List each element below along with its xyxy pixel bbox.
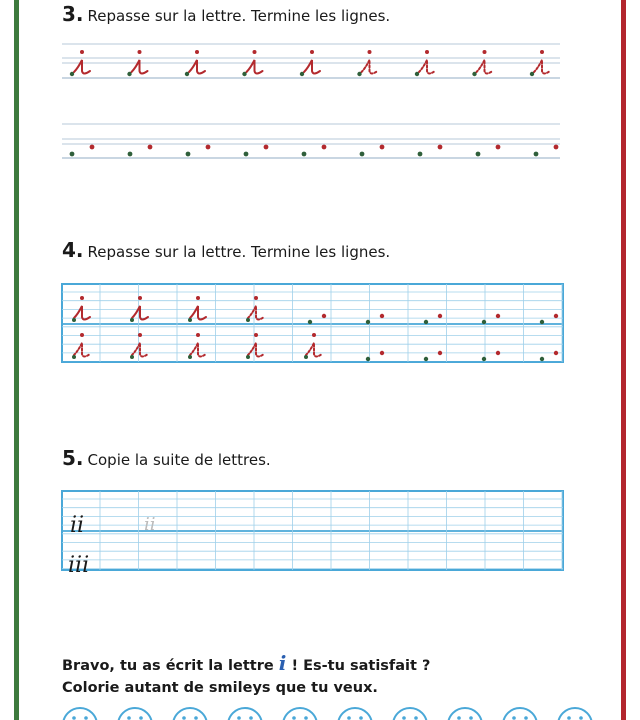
start-dot — [424, 320, 428, 324]
traced-letter-i — [247, 50, 263, 74]
traced-letter-i — [362, 50, 378, 74]
start-dot — [540, 357, 544, 361]
traced-letter-i — [132, 50, 148, 74]
start-dot — [72, 355, 76, 359]
start-dot — [322, 145, 327, 150]
bravo-message — [62, 652, 430, 699]
letter-i-stroke — [74, 343, 90, 357]
start-dot — [357, 72, 361, 76]
copy-model-iii: iii — [68, 553, 90, 578]
smiley-icon — [503, 708, 537, 720]
copy-model-ii-trace: ii — [144, 514, 156, 535]
start-dot — [130, 318, 134, 322]
start-dot — [554, 314, 558, 318]
smiley-icon — [118, 708, 152, 720]
start-dot — [322, 314, 326, 318]
start-dot — [380, 351, 384, 355]
smiley-eye — [292, 716, 296, 720]
exercise-3-writing-lines[interactable] — [62, 44, 560, 158]
exercise-5-number: 5. — [62, 446, 84, 470]
bravo-letter: i — [278, 651, 287, 675]
letter-i-dot — [425, 50, 429, 54]
bravo-line-1 — [62, 652, 430, 677]
letter-i-stroke — [132, 60, 148, 74]
smiley-face — [283, 708, 317, 720]
start-dot — [554, 145, 559, 150]
traced-letter-i — [190, 296, 206, 320]
smiley-icon — [393, 708, 427, 720]
start-dot — [302, 152, 307, 157]
smiley-icon — [283, 708, 317, 720]
smiley-icon — [63, 708, 97, 720]
start-dot — [246, 355, 250, 359]
grid-frame — [62, 284, 563, 362]
traced-letter-i — [74, 296, 90, 320]
start-dot — [130, 355, 134, 359]
start-dot — [415, 72, 419, 76]
start-dot — [72, 318, 76, 322]
letter-i-dot — [80, 296, 84, 300]
start-dot — [534, 152, 539, 157]
letter-i-dot — [540, 50, 544, 54]
letter-i-stroke — [132, 306, 148, 320]
letter-i-stroke — [306, 343, 322, 357]
letter-i-dot — [483, 50, 487, 54]
traced-letter-i — [132, 296, 148, 320]
smiley-eye — [194, 716, 198, 720]
smiley-icon — [558, 708, 592, 720]
letter-i-stroke — [190, 343, 206, 357]
traced-letter-i — [304, 50, 320, 74]
traced-letter-i — [189, 50, 205, 74]
start-dot — [438, 314, 442, 318]
smiley-face — [173, 708, 207, 720]
bravo-line-2: Colorie autant de smileys que tu veux. — [62, 680, 378, 696]
letter-i-dot — [196, 333, 200, 337]
traced-letter-i — [74, 50, 90, 74]
bravo-suffix: ! Es-tu satisfait ? — [291, 658, 431, 674]
start-dot — [188, 355, 192, 359]
smiley-face — [558, 708, 592, 720]
smiley-eye — [512, 716, 516, 720]
traced-letter-i — [248, 296, 264, 320]
smiley-eye — [402, 716, 406, 720]
start-dot — [244, 152, 249, 157]
smiley-eye — [84, 716, 88, 720]
smiley-eye — [414, 716, 418, 720]
start-dot — [186, 152, 191, 157]
smiley-face — [118, 708, 152, 720]
letter-i-dot — [195, 50, 199, 54]
letter-i-stroke — [190, 306, 206, 320]
start-dot — [438, 145, 443, 150]
smiley-eye — [182, 716, 186, 720]
traced-letter-i — [477, 50, 493, 74]
letter-i-stroke — [534, 60, 550, 74]
start-dot — [472, 72, 476, 76]
smiley-icon — [338, 708, 372, 720]
smiley-eye — [237, 716, 241, 720]
smiley-face — [448, 708, 482, 720]
exercise-4-writing-grid[interactable] — [62, 284, 563, 362]
exercise-4-number: 4. — [62, 238, 84, 262]
letter-i-dot — [254, 333, 258, 337]
letter-i-stroke — [362, 60, 378, 74]
start-dot — [148, 145, 153, 150]
letter-i-dot — [310, 50, 314, 54]
start-dot — [438, 351, 442, 355]
smiley-eye — [139, 716, 143, 720]
start-dot — [127, 72, 131, 76]
letter-i-dot — [80, 333, 84, 337]
start-dot — [185, 72, 189, 76]
smiley-icon — [173, 708, 207, 720]
letter-i-stroke — [132, 343, 148, 357]
start-dot — [366, 320, 370, 324]
smiley-eye — [304, 716, 308, 720]
letter-i-stroke — [74, 306, 90, 320]
start-dot — [304, 355, 308, 359]
exercise-4-text: Repasse sur la lettre. Termine les lignes. — [87, 243, 391, 261]
smiley-eye — [347, 716, 351, 720]
start-dot — [380, 145, 385, 150]
exercise-3-number: 3. — [62, 2, 84, 26]
start-dot — [70, 72, 74, 76]
letter-i-dot — [254, 296, 258, 300]
traced-letter-i — [419, 50, 435, 74]
bravo-prefix: Bravo, tu as écrit la lettre — [62, 658, 274, 674]
start-dot — [360, 152, 365, 157]
letter-i-dot — [80, 50, 84, 54]
start-dot — [188, 318, 192, 322]
letter-i-dot — [138, 50, 142, 54]
start-dot — [482, 357, 486, 361]
letter-i-stroke — [248, 343, 264, 357]
letter-i-stroke — [477, 60, 493, 74]
exercise-3-text: Repasse sur la lettre. Termine les lignes. — [87, 7, 391, 25]
start-dot — [496, 351, 500, 355]
letter-i-dot — [138, 333, 142, 337]
smiley-eye — [359, 716, 363, 720]
smiley-icon — [448, 708, 482, 720]
smiley-row — [63, 708, 592, 720]
letter-i-stroke — [247, 60, 263, 74]
start-dot — [418, 152, 423, 157]
exercise-5-text: Copie la suite de lettres. — [87, 451, 271, 469]
letter-i-stroke — [304, 60, 320, 74]
traced-letter-i — [534, 50, 550, 74]
letter-i-dot — [138, 296, 142, 300]
start-dot — [424, 357, 428, 361]
letter-i-dot — [196, 296, 200, 300]
smiley-icon — [228, 708, 262, 720]
start-dot — [90, 145, 95, 150]
start-dot — [206, 145, 211, 150]
start-dot — [380, 314, 384, 318]
letter-i-stroke — [189, 60, 205, 74]
smiley-eye — [249, 716, 253, 720]
start-dot — [366, 357, 370, 361]
smiley-face — [63, 708, 97, 720]
letter-i-dot — [312, 333, 316, 337]
smiley-eye — [469, 716, 473, 720]
smiley-face — [393, 708, 427, 720]
smiley-eye — [524, 716, 528, 720]
start-dot — [540, 320, 544, 324]
smiley-eye — [127, 716, 131, 720]
start-dot — [264, 145, 269, 150]
smiley-face — [338, 708, 372, 720]
start-dot — [300, 72, 304, 76]
letter-i-dot — [253, 50, 257, 54]
start-dot — [530, 72, 534, 76]
start-dot — [496, 145, 501, 150]
start-dot — [482, 320, 486, 324]
letter-i-dot — [368, 50, 372, 54]
start-dot — [496, 314, 500, 318]
smiley-eye — [72, 716, 76, 720]
smiley-face — [503, 708, 537, 720]
smiley-eye — [457, 716, 461, 720]
exercise-5-writing-grid[interactable] — [62, 491, 563, 570]
start-dot — [242, 72, 246, 76]
smiley-face — [228, 708, 262, 720]
start-dot — [70, 152, 75, 157]
start-dot — [308, 320, 312, 324]
start-dot — [128, 152, 133, 157]
smiley-eye — [567, 716, 571, 720]
start-dot — [246, 318, 250, 322]
letter-i-stroke — [74, 60, 90, 74]
smiley-eye — [579, 716, 583, 720]
letter-i-stroke — [248, 306, 264, 320]
start-dot — [476, 152, 481, 157]
start-dot — [554, 351, 558, 355]
letter-i-stroke — [419, 60, 435, 74]
copy-model-ii: ii — [70, 513, 85, 538]
